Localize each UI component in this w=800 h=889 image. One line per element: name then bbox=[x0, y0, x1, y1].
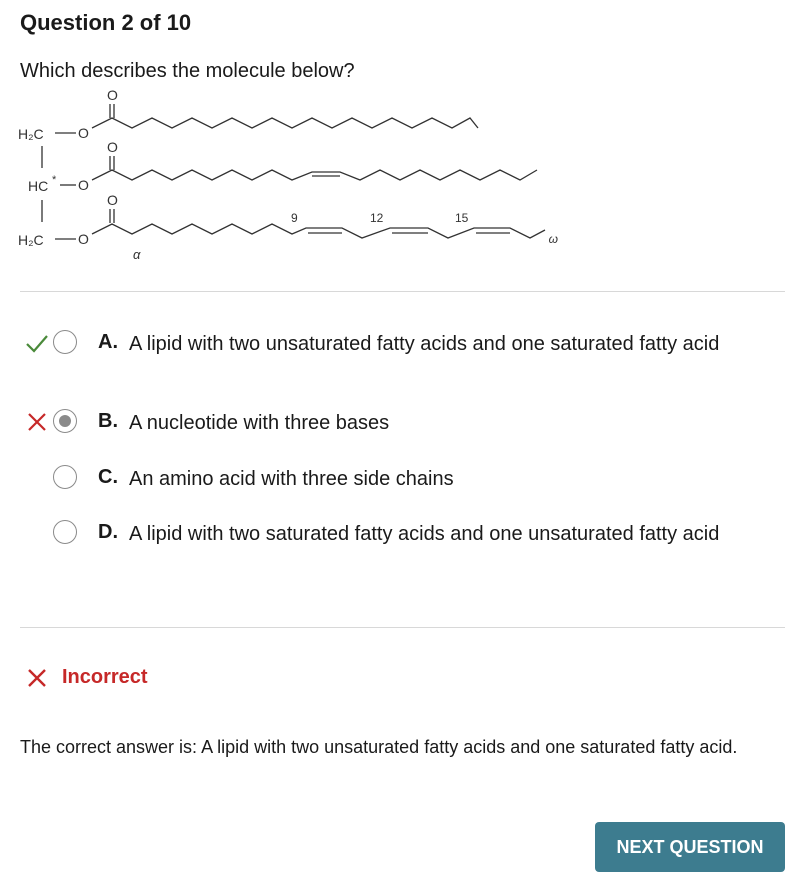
carbon-number-label: 12 bbox=[370, 211, 384, 225]
cross-icon bbox=[26, 667, 48, 689]
radio-button-selected[interactable] bbox=[53, 409, 77, 433]
atom-label: O bbox=[78, 177, 89, 193]
atom-label: O bbox=[107, 192, 118, 208]
atom-label: H₂C bbox=[18, 232, 44, 248]
atom-label: O bbox=[78, 125, 89, 141]
option-text: A lipid with two unsaturated fatty acids and one saturated fatty acid bbox=[129, 333, 720, 355]
option-letter: B. bbox=[98, 410, 118, 432]
option-letter: D. bbox=[98, 521, 118, 543]
atom-label: H₂C bbox=[18, 126, 44, 142]
feedback-label: Incorrect bbox=[62, 666, 148, 688]
radio-button[interactable] bbox=[53, 465, 77, 489]
atom-label: O bbox=[107, 139, 118, 155]
stereocenter-marker: * bbox=[52, 174, 57, 186]
alpha-label: α bbox=[133, 247, 141, 262]
atom-label: HC bbox=[28, 178, 49, 194]
divider bbox=[20, 627, 785, 628]
option-letter: A. bbox=[98, 331, 118, 353]
correct-answer-explanation: The correct answer is: A lipid with two unsaturated fatty acids and one saturated fatty acid. bbox=[20, 737, 738, 757]
omega-label: ω bbox=[548, 232, 558, 246]
fatty-acid-chain-monounsaturated bbox=[92, 170, 537, 180]
atom-label: O bbox=[78, 231, 89, 247]
triglyceride-molecule-diagram bbox=[0, 80, 560, 270]
radio-button[interactable] bbox=[53, 330, 77, 354]
fatty-acid-chain-saturated bbox=[92, 118, 478, 128]
question-prompt: Which describes the molecule below? bbox=[20, 60, 355, 82]
option-letter: C. bbox=[98, 466, 118, 488]
option-text: A nucleotide with three bases bbox=[129, 412, 390, 434]
question-counter: Question 2 of 10 bbox=[20, 10, 192, 35]
cross-icon bbox=[24, 409, 50, 435]
carbon-number-label: 9 bbox=[291, 211, 298, 225]
divider bbox=[20, 291, 785, 292]
next-question-button[interactable]: NEXT QUESTION bbox=[595, 822, 785, 872]
carbon-number-label: 15 bbox=[455, 211, 469, 225]
check-icon bbox=[24, 330, 50, 356]
fatty-acid-chain-polyunsaturated bbox=[92, 224, 545, 238]
option-text: A lipid with two saturated fatty acids and one unsaturated fatty acid bbox=[129, 523, 720, 545]
radio-button[interactable] bbox=[53, 520, 77, 544]
atom-label: O bbox=[107, 87, 118, 103]
feedback-status bbox=[26, 666, 148, 689]
option-text: An amino acid with three side chains bbox=[129, 468, 454, 490]
